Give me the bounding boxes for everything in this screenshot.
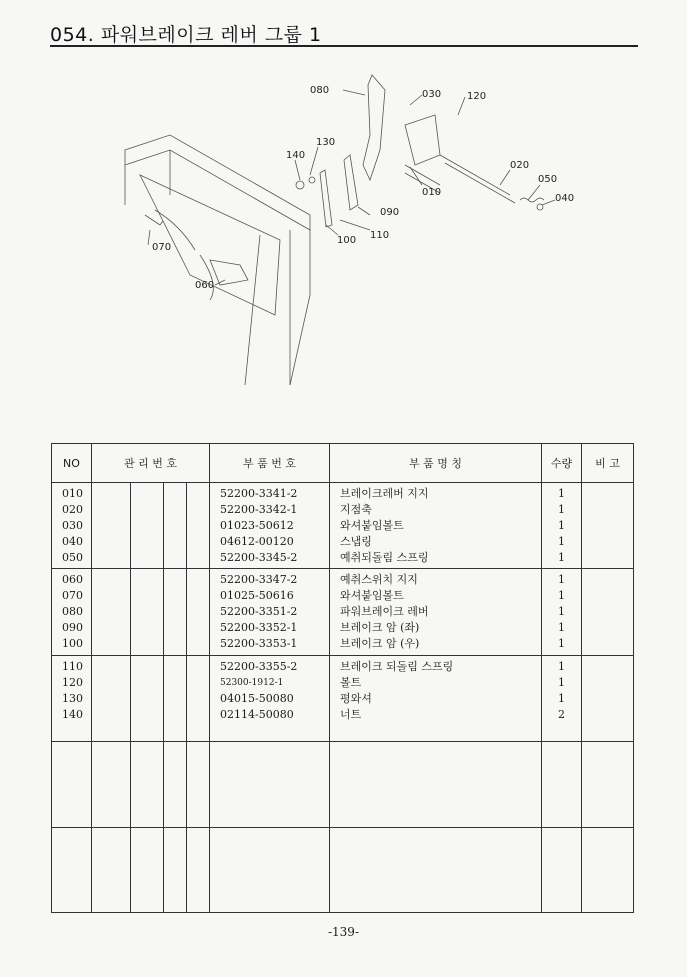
table-row-group-empty xyxy=(52,828,634,913)
part-no: 02114-50080 xyxy=(220,708,294,721)
callout-label: 020 xyxy=(510,160,530,171)
frame-top-plate xyxy=(125,135,310,230)
title-rule xyxy=(50,45,638,47)
part-name: 와셔붙임볼트 xyxy=(340,519,404,532)
qty: 1 xyxy=(558,605,565,618)
qty: 1 xyxy=(558,551,565,564)
frame-side xyxy=(245,235,310,385)
header-remarks: 비 고 xyxy=(582,444,634,483)
part-name: 브레이크 되돌림 스프링 xyxy=(340,660,454,673)
qty-cell xyxy=(542,483,582,569)
mgmt-cell xyxy=(131,656,164,742)
remarks-cell xyxy=(582,656,634,742)
qty: 1 xyxy=(558,519,565,532)
part-no-cell xyxy=(210,569,330,656)
spring-050 xyxy=(520,198,544,202)
part-name: 와셔붙임볼트 xyxy=(340,589,404,602)
remarks-cell xyxy=(582,483,634,569)
table-row-group-empty xyxy=(52,742,634,828)
nut-140 xyxy=(309,177,315,183)
arm-090 xyxy=(344,155,358,210)
header-part-name: 부 품 명 칭 xyxy=(330,444,542,483)
callout-label: 080 xyxy=(310,85,330,96)
bolt-070 xyxy=(145,215,163,225)
table-header-row xyxy=(52,444,634,483)
qty: 2 xyxy=(558,708,565,721)
item-no: 140 xyxy=(62,708,83,721)
callout-label: 010 xyxy=(422,187,442,198)
washer-130 xyxy=(296,181,304,189)
qty: 1 xyxy=(558,535,565,548)
item-no: 050 xyxy=(62,551,83,564)
frame-edges xyxy=(125,150,310,385)
item-no: 090 xyxy=(62,621,83,634)
mgmt-cell xyxy=(92,569,131,656)
part-name: 브레이크 암 (우) xyxy=(340,637,420,650)
part-name: 예취스위치 지지 xyxy=(340,573,418,586)
qty: 1 xyxy=(558,676,565,689)
callout-label: 070 xyxy=(152,242,172,253)
table-row-group xyxy=(52,483,634,569)
part-no: 52200-3341-2 xyxy=(220,487,298,500)
item-no: 100 xyxy=(62,637,83,650)
part-name: 지점축 xyxy=(340,503,372,516)
qty: 1 xyxy=(558,573,565,586)
header-no: NO xyxy=(52,444,92,483)
qty: 1 xyxy=(558,660,565,673)
item-no: 040 xyxy=(62,535,83,548)
mgmt-cell xyxy=(164,483,187,569)
mgmt-cell xyxy=(187,656,210,742)
qty: 1 xyxy=(558,692,565,705)
part-name: 브레이크 암 (좌) xyxy=(340,621,420,634)
mgmt-cell xyxy=(131,569,164,656)
callout-label: 060 xyxy=(195,280,215,291)
part-no: 52200-3355-2 xyxy=(220,660,298,673)
part-no: 04612-00120 xyxy=(220,535,294,548)
part-name: 브레이크레버 지지 xyxy=(340,487,429,500)
mgmt-cell xyxy=(164,569,187,656)
remarks-cell xyxy=(582,569,634,656)
part-name-cell xyxy=(330,569,542,656)
page-title: 054. 파워브레이크 레버 그룹 1 xyxy=(50,24,322,46)
callout-label: 140 xyxy=(286,150,306,161)
table-row-group xyxy=(52,569,634,656)
header-part-no: 부 품 번 호 xyxy=(210,444,330,483)
header-management-no: 관 리 번 호 xyxy=(92,444,210,483)
part-no: 52200-3347-2 xyxy=(220,573,298,586)
callout-label: 090 xyxy=(380,207,400,218)
page-number: -139- xyxy=(327,925,359,939)
item-no: 030 xyxy=(62,519,83,532)
part-no: 01023-50612 xyxy=(220,519,294,532)
part-no: 52200-3353-1 xyxy=(220,637,298,650)
part-name: 스냅링 xyxy=(340,535,372,548)
callout-label: 110 xyxy=(370,230,390,241)
parts-table xyxy=(51,443,634,913)
bracket-060 xyxy=(210,260,248,285)
header-qty: 수량 xyxy=(542,444,582,483)
callout-label: 130 xyxy=(316,137,336,148)
part-name: 너트 xyxy=(340,708,362,721)
part-name: 파워브레이크 레버 xyxy=(340,605,429,618)
item-no: 110 xyxy=(62,660,83,673)
arm-100 xyxy=(320,170,332,227)
part-name: 볼트 xyxy=(340,676,362,689)
qty-cell xyxy=(542,656,582,742)
qty: 1 xyxy=(558,621,565,634)
part-no: 01025-50616 xyxy=(220,589,294,602)
part-no: 52200-3352-1 xyxy=(220,621,298,634)
parts-diagram xyxy=(100,55,620,400)
support-010 xyxy=(405,115,440,165)
part-no: 52200-3345-2 xyxy=(220,551,298,564)
item-no: 020 xyxy=(62,503,83,516)
callout-label: 120 xyxy=(467,91,487,102)
no-cell xyxy=(52,483,92,569)
mgmt-cell xyxy=(164,656,187,742)
part-name-cell xyxy=(330,483,542,569)
callout-label: 040 xyxy=(555,193,575,204)
mgmt-cell xyxy=(92,483,131,569)
part-no: 52200-3351-2 xyxy=(220,605,298,618)
item-no: 060 xyxy=(62,573,83,586)
exploded-view-drawing xyxy=(100,55,620,400)
mgmt-cell xyxy=(92,656,131,742)
part-no: 52200-3342-1 xyxy=(220,503,298,516)
item-no: 070 xyxy=(62,589,83,602)
part-name: 예취되돌림 스프링 xyxy=(340,551,429,564)
qty: 1 xyxy=(558,637,565,650)
part-no-cell xyxy=(210,656,330,742)
part-name: 평와셔 xyxy=(340,692,372,705)
callout-label: 050 xyxy=(538,174,558,185)
table-row-group xyxy=(52,656,634,742)
qty: 1 xyxy=(558,487,565,500)
no-cell xyxy=(52,569,92,656)
mgmt-cell xyxy=(131,483,164,569)
mgmt-cell xyxy=(187,483,210,569)
part-name-cell xyxy=(330,656,542,742)
item-no: 130 xyxy=(62,692,83,705)
qty: 1 xyxy=(558,589,565,602)
qty: 1 xyxy=(558,503,565,516)
part-no: 04015-50080 xyxy=(220,692,294,705)
lever-080 xyxy=(363,75,385,180)
callout-label: 100 xyxy=(337,235,357,246)
item-no: 120 xyxy=(62,676,83,689)
item-no: 080 xyxy=(62,605,83,618)
no-cell xyxy=(52,656,92,742)
item-no: 010 xyxy=(62,487,83,500)
callout-label: 030 xyxy=(422,89,442,100)
part-no-cell xyxy=(210,483,330,569)
part-no: 52300-1912-1 xyxy=(220,678,284,688)
mgmt-cell xyxy=(187,569,210,656)
qty-cell xyxy=(542,569,582,656)
